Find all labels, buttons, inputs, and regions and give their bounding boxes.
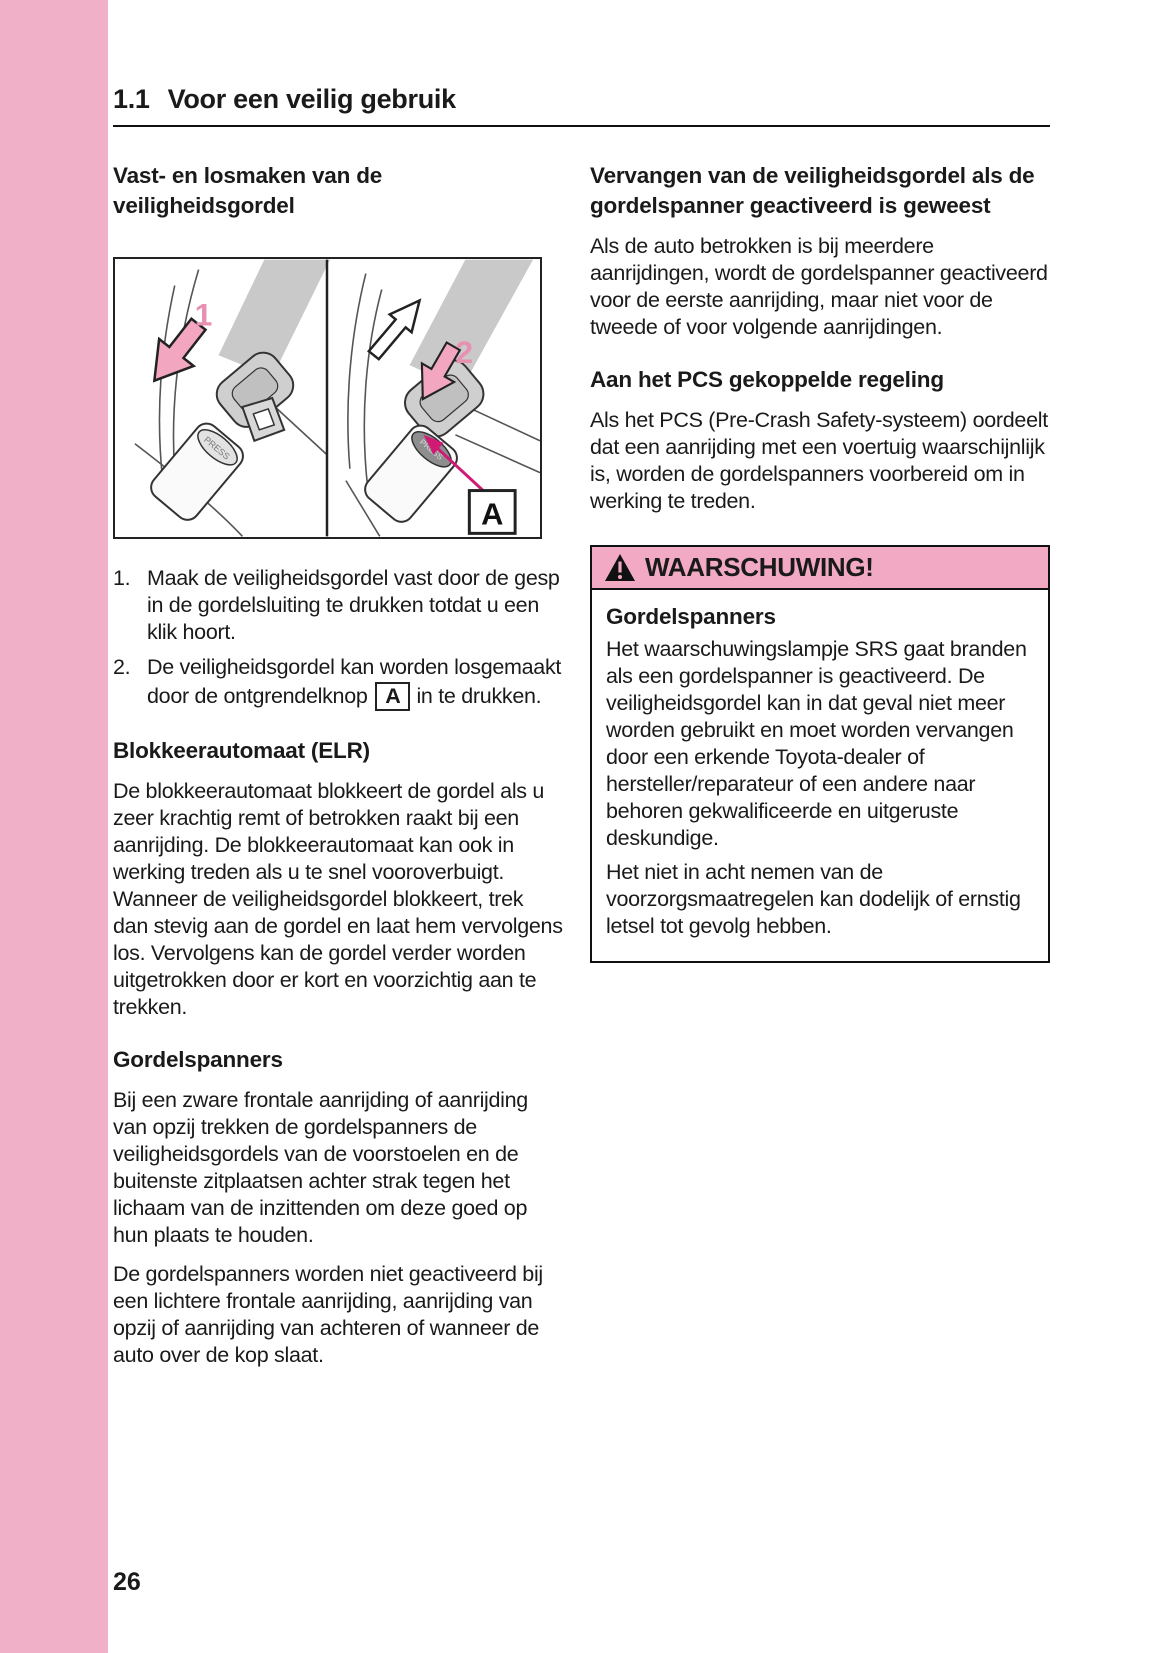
step-2-text bbox=[147, 654, 563, 712]
page-number: 26 bbox=[113, 1568, 141, 1596]
section-title: Voor een veilig gebruik bbox=[167, 84, 456, 114]
heading-replace-belt: Vervangen van de veiligheidsgordel als de gordelspanner geactiveerd is geweest bbox=[590, 163, 1035, 218]
step-2-number: 2. bbox=[113, 655, 131, 679]
figure-panel-release bbox=[346, 260, 540, 537]
warning-box bbox=[590, 545, 1050, 963]
heading-pretensioners: Gordelspanners bbox=[113, 1047, 283, 1072]
section-number: 1.1 bbox=[113, 84, 150, 114]
step-1 bbox=[113, 565, 563, 646]
release-button-key-label: A bbox=[375, 682, 410, 711]
seatbelt-figure-illustration bbox=[115, 259, 540, 537]
warning-header bbox=[590, 545, 1050, 590]
press-text-left: PRESS bbox=[202, 434, 232, 462]
buckle-left bbox=[146, 419, 248, 525]
step-2-text-before: De veiligheidsgordel kan worden losgemaakt door de ontgrendelknop bbox=[147, 655, 562, 708]
warning-subheading: Gordelspanners bbox=[606, 604, 776, 629]
step-1-number: 1. bbox=[113, 566, 131, 590]
para-replace-belt: Als de auto betrokken is bij meerdere aanrijdingen, wordt de gordelspanner geactiveerd voor de eerste aanrijding, maar niet voor de tweede of voor volgende aanrijdingen. bbox=[590, 234, 1048, 339]
right-column bbox=[590, 143, 1050, 1381]
figure-panel-fasten bbox=[135, 260, 330, 537]
fasten-release-steps bbox=[113, 565, 563, 712]
page-title bbox=[113, 84, 1050, 127]
warning-body bbox=[590, 590, 1050, 963]
seatbelt-buckle-figure bbox=[113, 257, 542, 539]
warning-para-2: Het niet in acht nemen van de voorzorgsmaatregelen kan dodelijk of ernstig letsel tot gevolg hebben. bbox=[606, 860, 1021, 938]
heading-pcs: Aan het PCS gekoppelde regeling bbox=[590, 367, 944, 392]
heading-fasten-release: Vast- en losmaken van de veiligheidsgordel bbox=[113, 163, 383, 218]
step-2-text-after: in te drukken. bbox=[416, 684, 542, 708]
step-2 bbox=[113, 654, 563, 712]
step-1-text: Maak de veiligheidsgordel vast door de gesp in de gordelsluiting te drukken totdat u een klik hoort. bbox=[147, 566, 560, 644]
page-edge-band bbox=[0, 0, 108, 1653]
warning-title: WAARSCHUWING! bbox=[645, 552, 874, 582]
callout-a-label: A bbox=[481, 496, 504, 532]
page-content bbox=[113, 0, 1050, 1381]
para-elr: De blokkeerautomaat blokkeert de gordel als u zeer krachtig remt of betrokken raakt bij een aanrijding. De blokkeerautomaat kan ook in werking treden als u te snel vooroverbuigt. Wanneer de veiligheidsgordel blokkeert, trek dan stevig aan de gordel en laat hem vervolgens los. Vervolgens kan de gordel verder worden uitgetrokken door er kort en voorzichtig aan te trekken. bbox=[113, 779, 563, 1019]
warning-para-1: Het waarschuwingslampje SRS gaat branden als een gordelspanner is geactiveerd. De veiligheidsgordel kan in dat geval niet meer worden gebruikt en moet worden vervangen door een erkende Toyota-dealer of hersteller/reparateur of een andere naar behoren gekwalificeerde en uitgeruste deskundige. bbox=[606, 637, 1027, 850]
warning-triangle-icon bbox=[604, 553, 636, 583]
two-column-layout bbox=[113, 143, 1050, 1381]
figure-callout-1: 1 bbox=[194, 296, 213, 333]
heading-elr: Blokkeerautomaat (ELR) bbox=[113, 738, 370, 763]
buckle-right bbox=[360, 421, 462, 527]
left-column bbox=[113, 143, 563, 1381]
figure-callout-2: 2 bbox=[455, 334, 474, 371]
para-pretensioners-2: De gordelspanners worden niet geactiveerd bij een lichtere frontale aanrijding, aanrijding van opzij of aanrijding van achteren of wanneer de auto over de kop slaat. bbox=[113, 1262, 543, 1367]
para-pretensioners-1: Bij een zware frontale aanrijding of aanrijding van opzij trekken de gordelspanners de veiligheidsgordels van de voorstoelen en de buitenste zitplaatsen achter strak tegen het lichaam van de inzittenden om deze goed op hun plaats te houden. bbox=[113, 1088, 528, 1247]
para-pcs: Als het PCS (Pre-Crash Safety-systeem) oordeelt dat een aanrijding met een voertuig waarschijnlijk is, worden de gordelspanners voorbereid om in werking te treden. bbox=[590, 408, 1048, 513]
